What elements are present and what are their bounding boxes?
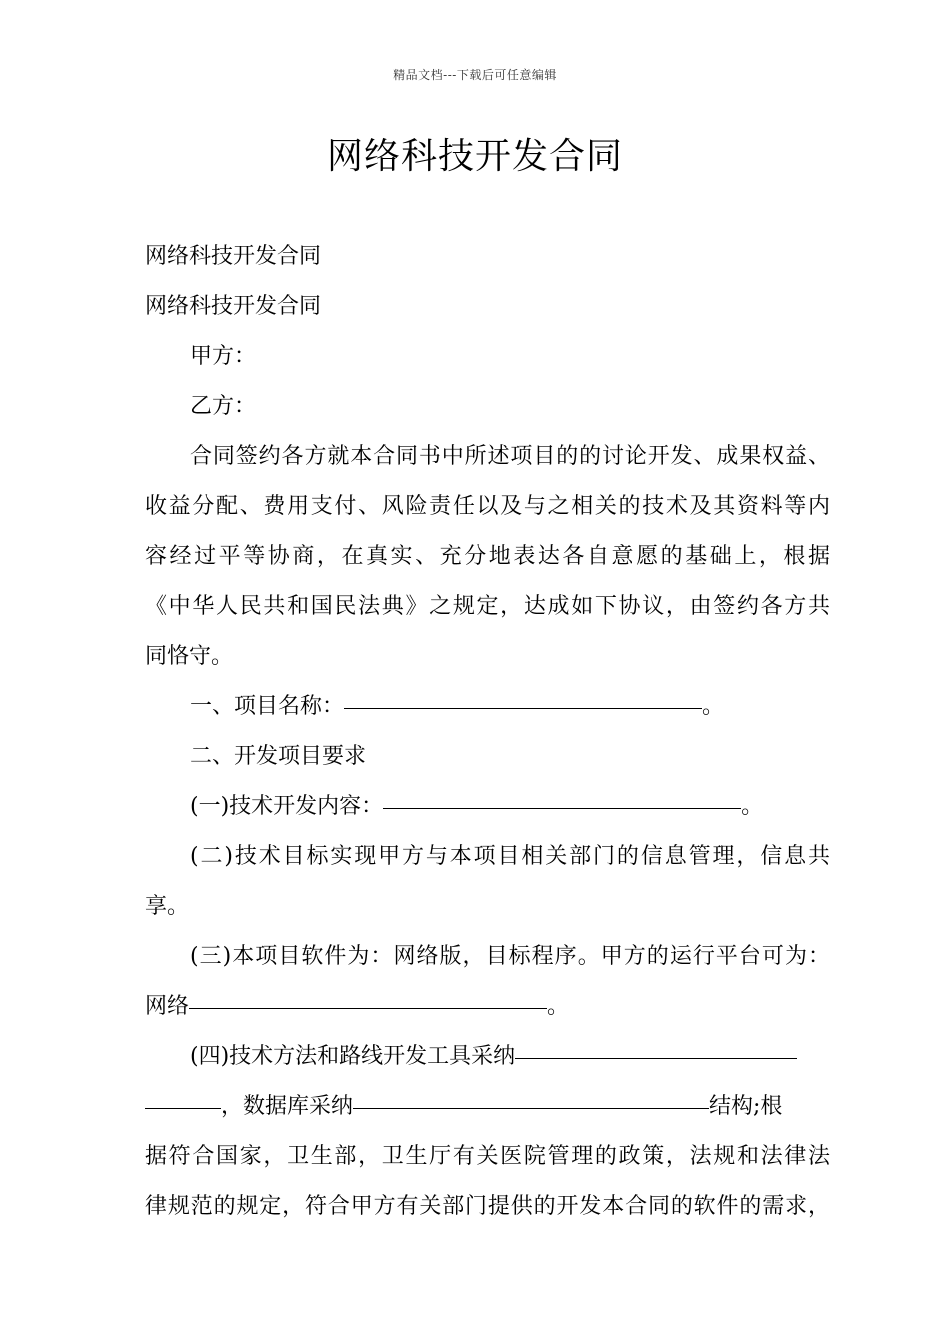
document-title: 网络科技开发合同 [326,136,623,177]
preamble-line: 合同签约各方就本合同书中所述项目的的讨论开发、成果权益、 [190,444,830,469]
period: 。 [702,694,725,719]
paragraph-line: 享。 [145,894,190,919]
platform-blank [189,984,547,1009]
database-suffix: 结构;根 [709,1094,783,1119]
tech-content-blank [383,784,741,809]
database-blank [353,1084,709,1109]
section-project-name [145,682,830,732]
section-tools [145,1032,830,1082]
preamble-line: 《中华人民共和国民法典》之规定，达成如下协议，由签约各方共 [145,594,830,619]
tech-content-label: (一)技术开发内容： [190,794,384,819]
header-note: 精品文档---下载后可任意编辑 [393,68,557,82]
period: 。 [741,794,764,819]
paragraph-line: (三)本项目软件为：网络版，目标程序。甲方的运行平台可为： [190,944,830,969]
section-database [145,1082,830,1132]
preamble-line: 收益分配、费用支付、风险责任以及与之相关的技术及其资料等内 [145,494,830,519]
tools-blank-continued [145,1084,221,1109]
preamble-line: 容经过平等协商，在真实、充分地表达各自意愿的基础上，根据 [145,544,830,569]
section-heading: 二、开发项目要求 [190,744,367,769]
section-platform [145,982,830,1032]
party-a-label: 甲方： [190,344,257,369]
database-label: ，数据库采纳 [221,1094,354,1119]
subtitle-line: 网络科技开发合同 [145,244,322,269]
tools-label: (四)技术方法和路线开发工具采纳 [190,1044,516,1069]
subtitle-line: 网络科技开发合同 [145,294,322,319]
project-name-label: 一、项目名称： [190,694,345,719]
paragraph-line: (二)技术目标实现甲方与本项目相关部门的信息管理，信息共 [190,844,830,869]
tools-blank [515,1034,797,1059]
preamble-line: 同恪守。 [145,644,234,669]
paragraph-line: 律规范的规定，符合甲方有关部门提供的开发本合同的软件的需求， [145,1194,830,1219]
project-name-blank [344,684,702,709]
section-tech-content [145,782,830,832]
period: 。 [547,994,570,1019]
platform-label: 网络 [145,994,190,1019]
paragraph-line: 据符合国家，卫生部，卫生厅有关医院管理的政策，法规和法律法 [145,1144,830,1169]
document-body [145,232,830,1232]
party-b-label: 乙方： [190,394,257,419]
